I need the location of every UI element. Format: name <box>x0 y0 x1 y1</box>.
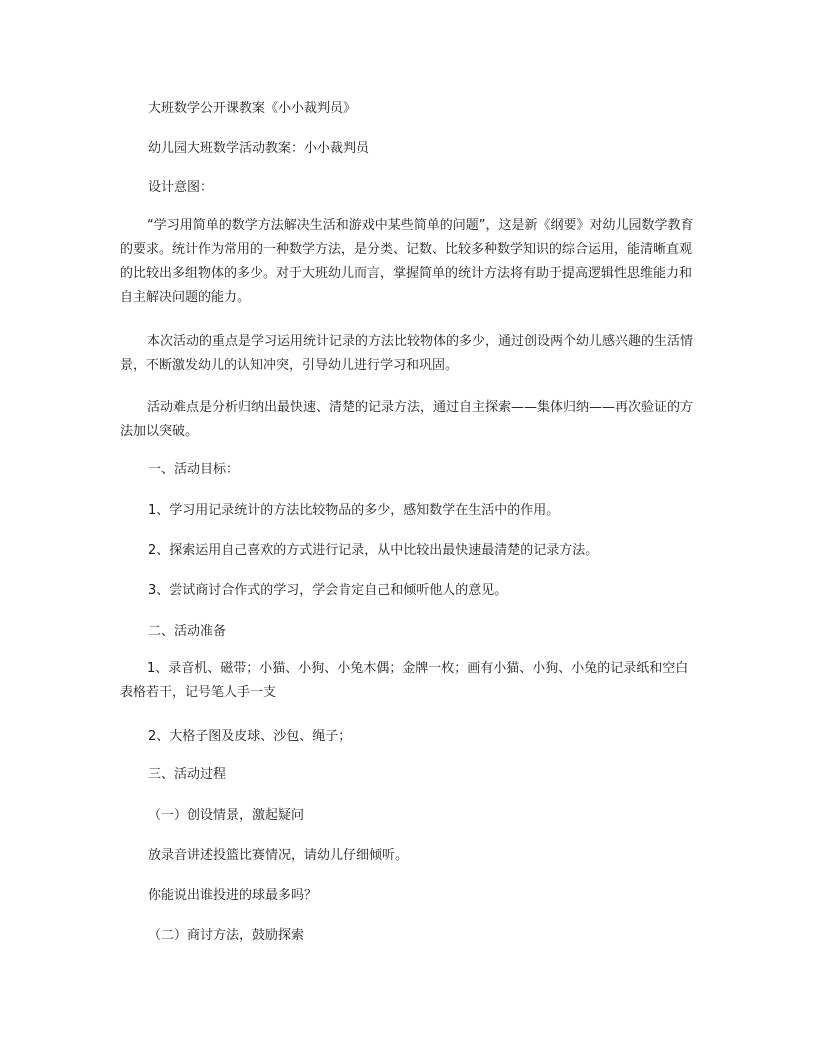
paragraph-design-intent: “学习用简单的数学方法解决生活和游戏中某些简单的问题”，这是新《纲要》对幼儿园数学教育的要求。统计作为常用的一种数学方法，是分类、记数、比较多种数学知识的综合运用，能清晰直观的比较出多组物体的多少。对于大班幼儿而言，掌握简单的统计方法将有助于提高逻辑性思维能力和自主解决问题的能力。 <box>120 218 694 305</box>
preparation-item: 1、录音机、磁带；小猫、小狗、小兔木偶；金牌一枚；画有小猫、小狗、小兔的记录纸和空白表格若干，记号笔人手一支 <box>120 661 689 700</box>
goal-item: 3、尝试商讨合作式的学习，学会肯定自己和倾听他人的意见。 <box>148 583 508 598</box>
paragraph-activity-focus: 本次活动的重点是学习运用统计记录的方法比较物体的多少，通过创设两个幼儿感兴趣的生活情景，不断激发幼儿的认知冲突，引导幼儿进行学习和巩固。 <box>120 334 694 373</box>
process-step-question: 你能说出谁投进的球最多吗？ <box>148 888 318 903</box>
document-subtitle: 幼儿园大班数学活动教案：小小裁判员 <box>148 141 370 156</box>
process-step-text: 放录音讲述投篮比赛情况，请幼儿仔细倾听。 <box>148 848 409 863</box>
goal-item: 2、探索运用自己喜欢的方式进行记录，从中比较出最快速最清楚的记录方法。 <box>148 543 599 558</box>
section-heading-goals: 一、活动目标： <box>148 462 240 477</box>
section-heading-process: 三、活动过程 <box>148 767 227 782</box>
process-step-heading: （一）创设情景，激起疑问 <box>148 808 305 823</box>
goal-item: 1、学习用记录统计的方法比较物品的多少，感知数学在生活中的作用。 <box>148 503 560 518</box>
preparation-item: 2、大格子图及皮球、沙包、绳子； <box>148 729 352 744</box>
process-step-heading: （二）商讨方法，鼓励探索 <box>148 928 305 943</box>
section-heading-preparation: 二、活动准备 <box>148 624 227 639</box>
design-heading: 设计意图： <box>148 180 214 195</box>
paragraph-activity-difficulty: 活动难点是分析归纳出最快速、清楚的记录方法，通过自主探索——集体归纳——再次验证的方法加以突破。 <box>120 400 694 439</box>
document-title: 大班数学公开课教案《小小裁判员》 <box>148 101 357 116</box>
